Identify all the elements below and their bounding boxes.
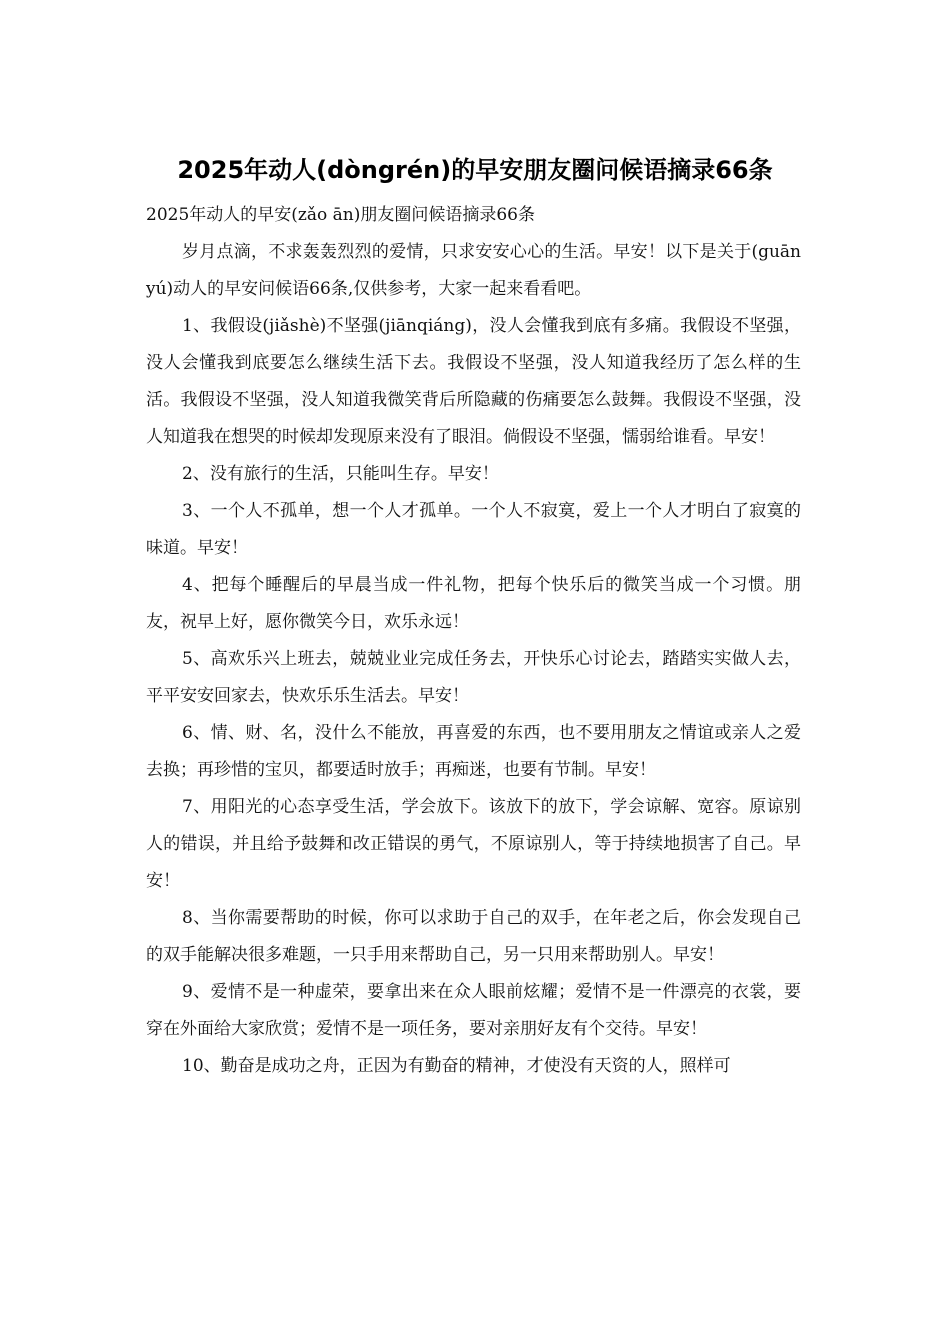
list-item: 6、情、财、名，没什么不能放，再喜爱的东西，也不要用朋友之情谊或亲人之爱去换；再珍惜的宝贝，都要适时放手；再痴迷，也要有节制。早安！: [146, 723, 801, 780]
document-title: 2025年动人(dòngrén)的早安朋友圈问候语摘录66条: [177, 156, 773, 184]
list-item: 7、用阳光的心态享受生活，学会放下。该放下的放下，学会谅解、宽容。原谅别人的错误，并且给予鼓舞和改正错误的勇气，不原谅别人，等于持续地损害了自己。早安！: [146, 797, 801, 891]
list-item: 10、勤奋是成功之舟，正因为有勤奋的精神，才使没有天资的人，照样可: [182, 1056, 731, 1076]
list-item: 4、把每个睡醒后的早晨当成一件礼物，把每个快乐后的微笑当成一个习惯。朋友，祝早上好，愿你微笑今日，欢乐永远！: [146, 575, 801, 632]
list-item: 3、一个人不孤单，想一个人才孤单。一个人不寂寞，爱上一个人才明白了寂寞的味道。早安！: [146, 501, 801, 558]
document-body: [146, 197, 801, 1085]
list-item: 2、没有旅行的生活，只能叫生存。早安！: [182, 464, 499, 484]
list-item: 1、我假设(jiǎshè)不坚强(jiānqiáng)，没人会懂我到底有多痛。我假设不坚强，没人会懂我到底要怎么继续生活下去。我假设不坚强，没人知道我经历了怎么样的生活。我假设不坚强，没人知道我微笑背后所隐藏的伤痛要怎么鼓舞。我假设不坚强，没人知道我在想哭的时候却发现原来没有了眼泪。倘假设不坚强，懦弱给谁看。早安！: [146, 316, 801, 447]
list-item: 8、当你需要帮助的时候，你可以求助于自己的双手，在年老之后，你会发现自己的双手能解决很多难题，一只手用来帮助自己，另一只用来帮助别人。早安！: [146, 908, 801, 965]
document-subtitle: 2025年动人的早安(zǎo ān)朋友圈问候语摘录66条: [146, 205, 535, 225]
intro-paragraph: 岁月点滴，不求轰轰烈烈的爱情，只求安安心心的生活。早安！以下是关于(guānyú)动人的早安问候语66条,仅供参考，大家一起来看看吧。: [146, 242, 801, 299]
list-item: 5、高欢乐兴上班去，兢兢业业完成任务去，开快乐心讨论去，踏踏实实做人去，平平安安回家去，快欢乐乐生活去。早安！: [146, 649, 801, 706]
list-item: 9、爱情不是一种虚荣，要拿出来在众人眼前炫耀；爱情不是一件漂亮的衣裳，要穿在外面给大家欣赏；爱情不是一项任务，要对亲朋好友有个交待。早安！: [146, 982, 801, 1039]
